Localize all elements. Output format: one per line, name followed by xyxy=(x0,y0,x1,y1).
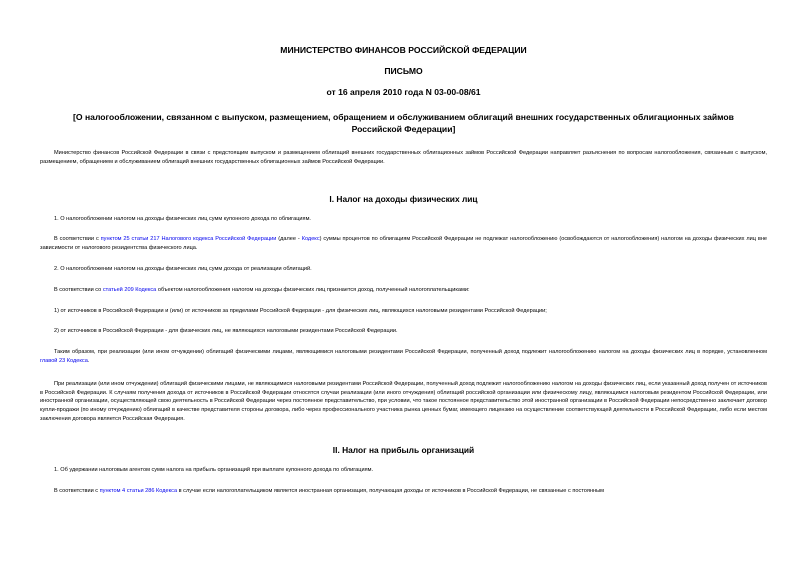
s1p4-text-pre: В соответствии со xyxy=(54,286,103,293)
link-article-217[interactable]: пунктом 25 статьи 217 Налогового кодекса Российской Федерации xyxy=(100,236,277,243)
s1p2-text-pre: В соответствии с xyxy=(54,236,101,243)
s1p2-text-post: ) суммы процентов по облигациям Российской Федерации не подлежат налогообложению (освобождаются от налогообложения) налогом на доходы физических лиц вне зависимости от налогового резидентства физического лица. xyxy=(40,236,768,252)
s1-paragraph-2 xyxy=(40,235,767,253)
link-chapter-23[interactable]: главой 23 Кодекса xyxy=(40,357,88,364)
s1p4-text-post: объектом налогообложения налогом на доходы физических лиц признается доход, полученный налогоплательщиками: xyxy=(156,286,470,293)
s1-paragraph-3: 2. О налогообложении налогом на доходы физических лиц сумм дохода от реализации облигаций. xyxy=(54,265,312,272)
s2p2-text-pre: В соответствии с xyxy=(54,487,100,494)
s1p2-text-mid: (далее - xyxy=(276,236,302,243)
s1p7-text-pre: Таким образом, при реализации (или ином отчуждении) облигаций физическими лицами, являющимися налоговыми резидентами Российской Федерации, полученный доход подлежит налогообложению налогом на доходы физических лиц в порядке, установленном xyxy=(54,349,767,356)
s1-paragraph-1: 1. О налогообложении налогом на доходы физических лиц сумм купонного дохода по облигациям. xyxy=(54,215,311,222)
s2-paragraph-1: 1. Об удержании налоговым агентом сумм налога на прибыль организаций при выплате купонного дохода по облигациям. xyxy=(54,466,374,473)
s1-paragraph-4 xyxy=(40,286,767,295)
link-article-286[interactable]: пунктом 4 статьи 286 Кодекса xyxy=(99,487,178,494)
s2p2-text-post: в случае если налогоплательщиком является иностранная организация, получающая доходы от источников в Российской Федерации, не связанные с постоянным xyxy=(177,487,604,494)
section-2-title: II. Налог на прибыль организаций xyxy=(332,444,475,455)
s1-paragraph-5: 1) от источников в Российской Федерации и (или) от источников за пределами Российской Федерации - для физических лиц, являющихся налоговыми резидентами Российской Федерации; xyxy=(54,307,547,314)
s1-paragraph-8: При реализации (или ином отчуждении) облигаций физическими лицами, не являющимися налоговыми резидентами Российской Федерации, полученный доход подлежит налогообложению налогом на доходы физических лиц, если указанный доход получен от источников в Российской Федерации. К случаям получения дохода от источников в Российской Федерации относятся случаи реализации (или иного отчуждения) облигаций российской организации или физическому лицу, являющимся налоговым резидентом Российской Федерации, или иностранной организации, осуществляющей свою деятельность в Российской Федерации через постоянное представительство, при условии, что такое постоянное представительство этой иностранной организации в Российской Федерации непосредственно заключает договор купли-продажи (по иному отчуждению) облигаций в качестве представителя стороны договора, либо через профессионального участника рынка ценных бумаг, имеющего лицензию на осуществление соответствующей деятельности в Российской Федерации, либо если местом заключения договора является Российская Федерация. xyxy=(40,380,767,422)
s1-paragraph-6: 2) от источников в Российской Федерации - для физических лиц, не являющихся налоговыми резидентами Российской Федерации. xyxy=(54,328,398,335)
s1p7-text-post: . xyxy=(87,357,90,364)
intro-paragraph: Министерство финансов Российской Федерации в связи с предстоящим выпуском и размещением облигаций внешних государственных облигационных займов Российской Федерации направляет разъяснения по вопросам налогообложения, связанным с выпуском, размещением, обращением и обслуживанием облигаций внешних государственных облигационных займов Российской Федерации. xyxy=(40,150,767,165)
ministry-heading: МИНИСТЕРСТВО ФИНАНСОВ РОССИЙСКОЙ ФЕДЕРАЦИИ xyxy=(280,45,527,55)
document-subject: [О налогообложении, связанном с выпуском, размещением, обращением и обслуживанием облигаций внешних государственных облигационных займов Российской Федерации] xyxy=(73,112,734,134)
s2-paragraph-2 xyxy=(40,487,767,496)
link-code[interactable]: Кодекс xyxy=(301,236,320,243)
s1-paragraph-7 xyxy=(40,348,767,366)
document-date-number: от 16 апреля 2010 года N 03-00-08/61 xyxy=(326,87,481,97)
link-article-209[interactable]: статьей 209 Кодекса xyxy=(102,286,157,293)
section-1-title: I. Налог на доходы физических лиц xyxy=(329,193,478,204)
document-type-heading: ПИСЬМО xyxy=(384,66,423,76)
